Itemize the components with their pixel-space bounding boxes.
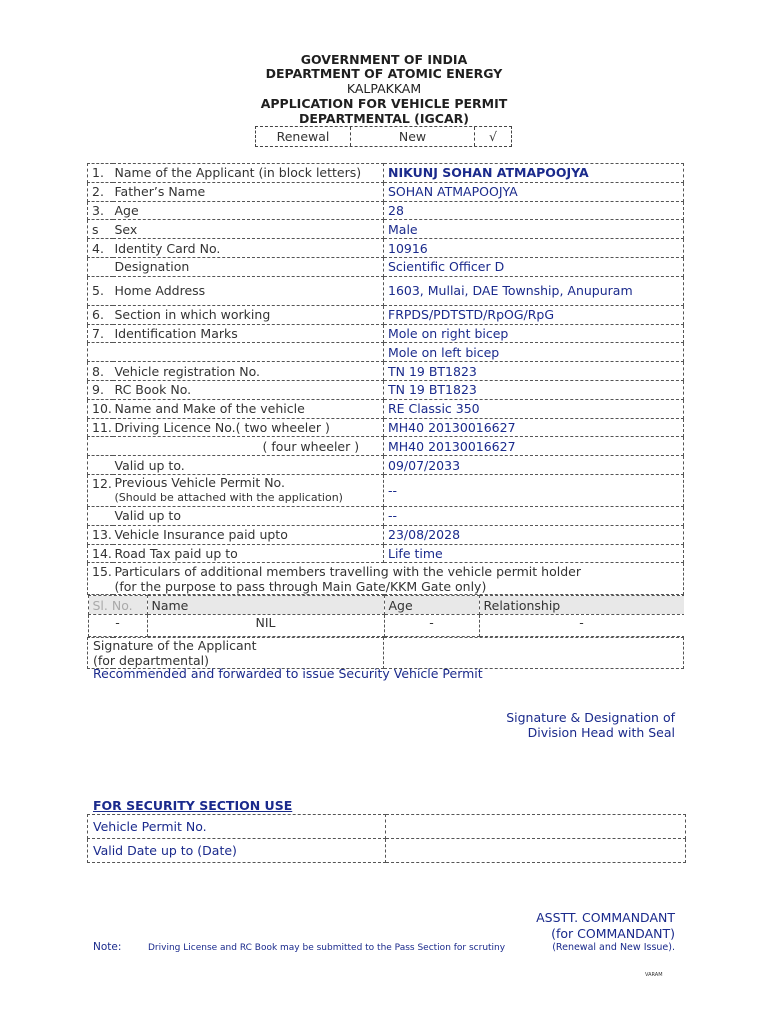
security-table — [87, 814, 686, 863]
header-govt: GOVERNMENT OF INDIA — [300, 52, 468, 67]
recommended-text: Recommended and forwarded to issue Security Vehicle Permit — [93, 666, 483, 681]
designation-label: Designation — [113, 257, 384, 276]
permit-type-box — [255, 126, 512, 147]
form-row — [88, 399, 684, 418]
form-row — [88, 544, 684, 563]
home-address-value: 1603, Mullai, DAE Township, Anupuram — [384, 276, 684, 305]
rc-book-value: TN 19 BT1823 — [384, 380, 684, 399]
header-location: KALPAKKAM — [346, 81, 422, 96]
applicant-name-value: NIKUNJ SOHAN ATMAPOOJYA — [384, 164, 684, 183]
licence-valid-value: 09/07/2033 — [384, 456, 684, 475]
applicant-signature-label: Signature of the Applicant — [93, 638, 257, 654]
form-row — [88, 343, 684, 362]
row-number: s — [88, 220, 113, 239]
section-label: Section in which working — [113, 305, 384, 324]
form-row — [88, 201, 684, 220]
row-number: 15. — [88, 563, 113, 595]
signature-row — [88, 638, 684, 669]
sl-no-header: Sl. No. — [88, 596, 147, 615]
id-card-label: Identity Card No. — [113, 239, 384, 258]
relationship-header: Relationship — [479, 596, 684, 615]
division-signature-line1: Signature & Designation of — [506, 710, 675, 725]
form-row — [88, 418, 684, 437]
father-name-value: SOHAN ATMAPOOJYA — [384, 182, 684, 201]
licence-two-wheeler-value: MH40 20130016627 — [384, 418, 684, 437]
valid-date-label: Valid Date up to (Date) — [88, 839, 386, 863]
sex-value: Male — [384, 220, 684, 239]
name-header: Name — [147, 596, 384, 615]
members-header-row — [88, 596, 684, 615]
vehicle-permit-no-field[interactable] — [386, 815, 686, 839]
member-age: - — [384, 615, 479, 637]
footer-mark: VARAM — [645, 972, 663, 978]
age-value: 28 — [384, 201, 684, 220]
form-row — [88, 456, 684, 475]
form-row — [88, 164, 684, 183]
row-number: 2. — [88, 182, 113, 201]
form-row — [88, 506, 684, 525]
form-row — [88, 525, 684, 544]
rc-book-label: RC Book No. — [113, 380, 384, 399]
vehicle-make-value: RE Classic 350 — [384, 399, 684, 418]
row-number: 7. — [88, 324, 113, 343]
form-row — [88, 437, 684, 456]
row-number: 12. — [88, 474, 113, 506]
insurance-label: Vehicle Insurance paid upto — [113, 525, 384, 544]
row-number: 14. — [88, 544, 113, 563]
form-row — [88, 474, 684, 506]
commandant-line1: ASSTT. COMMANDANT — [536, 910, 675, 925]
member-sl: - — [88, 615, 147, 637]
sex-label: Sex — [113, 220, 384, 239]
previous-permit-valid-value: -- — [384, 506, 684, 525]
row-number: 9. — [88, 380, 113, 399]
row-number: 1. — [88, 164, 113, 183]
previous-permit-valid-label: Valid up to — [113, 506, 384, 525]
licence-two-wheeler-label: Driving Licence No.( two wheeler ) — [113, 418, 384, 437]
home-address-label: Home Address — [113, 276, 384, 305]
commandant-block — [480, 910, 675, 942]
applicant-signature-sublabel: (for departmental) — [93, 653, 209, 669]
additional-members-label: Particulars of additional members travelling with the vehicle permit holder — [114, 563, 581, 579]
security-section-title: FOR SECURITY SECTION USE — [93, 798, 293, 813]
applicant-name-label: Name of the Applicant (in block letters) — [113, 164, 384, 183]
division-signature-block — [460, 710, 675, 740]
id-card-value: 10916 — [384, 239, 684, 258]
member-relationship: - — [479, 615, 684, 637]
members-row — [88, 615, 684, 637]
row-number: 11. — [88, 418, 113, 437]
note-label: Note: — [93, 941, 122, 953]
new-option[interactable]: New — [351, 127, 475, 146]
form-row — [88, 220, 684, 239]
applicant-signature-field[interactable] — [384, 638, 684, 669]
note-suffix: (Renewal and New Issue). — [552, 942, 675, 953]
vehicle-reg-label: Vehicle registration No. — [113, 362, 384, 381]
header-title: APPLICATION FOR VEHICLE PERMIT — [260, 96, 508, 111]
note-text: Driving License and RC Book may be submitted to the Pass Section for scrutiny — [148, 943, 506, 953]
member-name: NIL — [147, 615, 384, 637]
designation-value: Scientific Officer D — [384, 257, 684, 276]
vehicle-reg-value: TN 19 BT1823 — [384, 362, 684, 381]
row-number: 13. — [88, 525, 113, 544]
valid-date-field[interactable] — [386, 839, 686, 863]
members-table — [88, 595, 684, 637]
form-row — [88, 380, 684, 399]
vehicle-permit-no-label: Vehicle Permit No. — [88, 815, 386, 839]
previous-permit-sublabel: (Should be attached with the application) — [114, 491, 343, 505]
header-subtitle: DEPARTMENTAL (IGCAR) — [299, 111, 469, 126]
vehicle-make-label: Name and Make of the vehicle — [113, 399, 384, 418]
identification-marks-label: Identification Marks — [113, 324, 384, 343]
form-row — [88, 239, 684, 258]
security-row — [88, 815, 686, 839]
road-tax-label: Road Tax paid up to — [113, 544, 384, 563]
commandant-line2: (for COMMANDANT) — [551, 926, 675, 941]
row-number: 10. — [88, 399, 113, 418]
form-row — [88, 563, 684, 595]
row-number: 3. — [88, 201, 113, 220]
form-row — [88, 362, 684, 381]
security-row — [88, 839, 686, 863]
previous-permit-label: Previous Vehicle Permit No. — [114, 475, 285, 491]
checkmark-icon: √ — [489, 129, 497, 144]
insurance-value: 23/08/2028 — [384, 525, 684, 544]
age-header: Age — [384, 596, 479, 615]
form-row — [88, 324, 684, 343]
licence-valid-label: Valid up to. — [113, 456, 384, 475]
row-number: 6. — [88, 305, 113, 324]
additional-members-sublabel: (for the purpose to pass through Main Gate/KKM Gate only) — [114, 578, 487, 594]
identification-mark-1: Mole on right bicep — [384, 324, 684, 343]
row-number: 4. — [88, 239, 113, 258]
form-row — [88, 182, 684, 201]
licence-four-wheeler-label: ( four wheeler ) — [113, 437, 384, 456]
section-value: FRPDS/PDTSTD/RpOG/RpG — [384, 305, 684, 324]
form-row — [88, 305, 684, 324]
renewal-option[interactable]: Renewal — [256, 127, 351, 146]
road-tax-value: Life time — [384, 544, 684, 563]
age-label: Age — [113, 201, 384, 220]
application-form — [87, 163, 684, 669]
identification-mark-2: Mole on left bicep — [384, 343, 684, 362]
licence-four-wheeler-value: MH40 20130016627 — [384, 437, 684, 456]
division-signature-line2: Division Head with Seal — [527, 725, 675, 740]
father-name-label: Father’s Name — [113, 182, 384, 201]
row-number: 5. — [88, 276, 113, 305]
header-dept: DEPARTMENT OF ATOMIC ENERGY — [265, 66, 503, 81]
row-number: 8. — [88, 362, 113, 381]
form-row — [88, 276, 684, 305]
form-row — [88, 257, 684, 276]
previous-permit-value: -- — [384, 474, 684, 506]
